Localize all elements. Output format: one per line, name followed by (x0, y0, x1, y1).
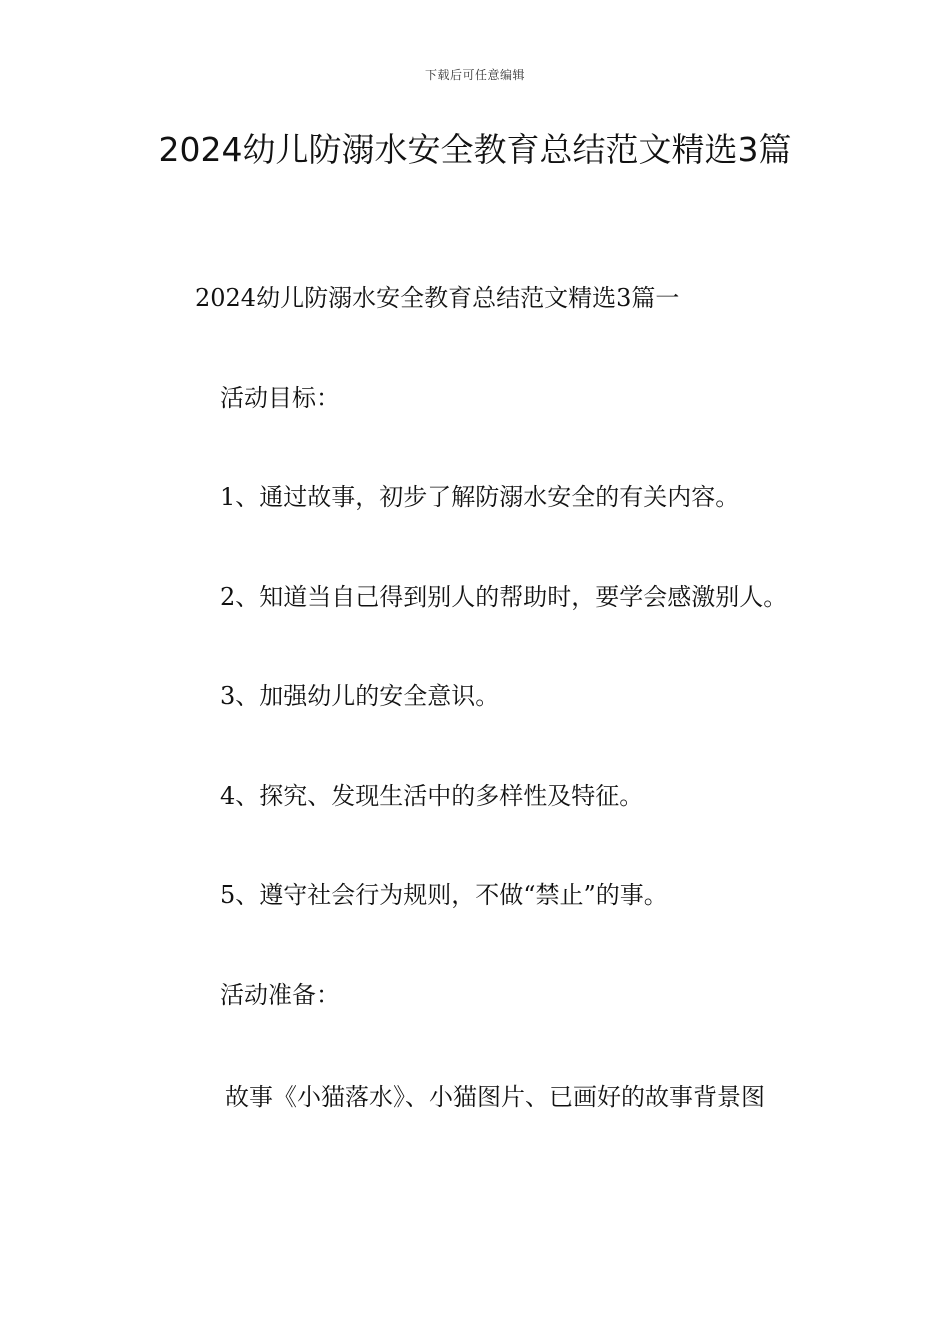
paragraph-activity-goals: 活动目标： (220, 384, 340, 412)
paragraph-goal-2: 2、知道当自己得到别人的帮助时，要学会感激别人。 (220, 583, 788, 611)
paragraph-goal-5: 5、遵守社会行为规则，不做“禁止”的事。 (220, 881, 668, 909)
paragraph-goal-4: 4、探究、发现生活中的多样性及特征。 (220, 782, 644, 810)
paragraph-activity-preparation: 活动准备： (220, 981, 340, 1009)
section-heading: 2024幼儿防溺水安全教育总结范文精选3篇一 (195, 284, 680, 312)
paragraph-goal-1: 1、通过故事，初步了解防溺水安全的有关内容。 (220, 483, 740, 511)
paragraph-goal-3: 3、加强幼儿的安全意识。 (220, 682, 500, 710)
paragraph-preparation-materials: 故事《小猫落水》、小猫图片、已画好的故事背景图 (225, 1083, 765, 1111)
document-title: 2024幼儿防溺水安全教育总结范文精选3篇 (158, 130, 792, 169)
header-note: 下载后可任意编辑 (424, 68, 525, 82)
